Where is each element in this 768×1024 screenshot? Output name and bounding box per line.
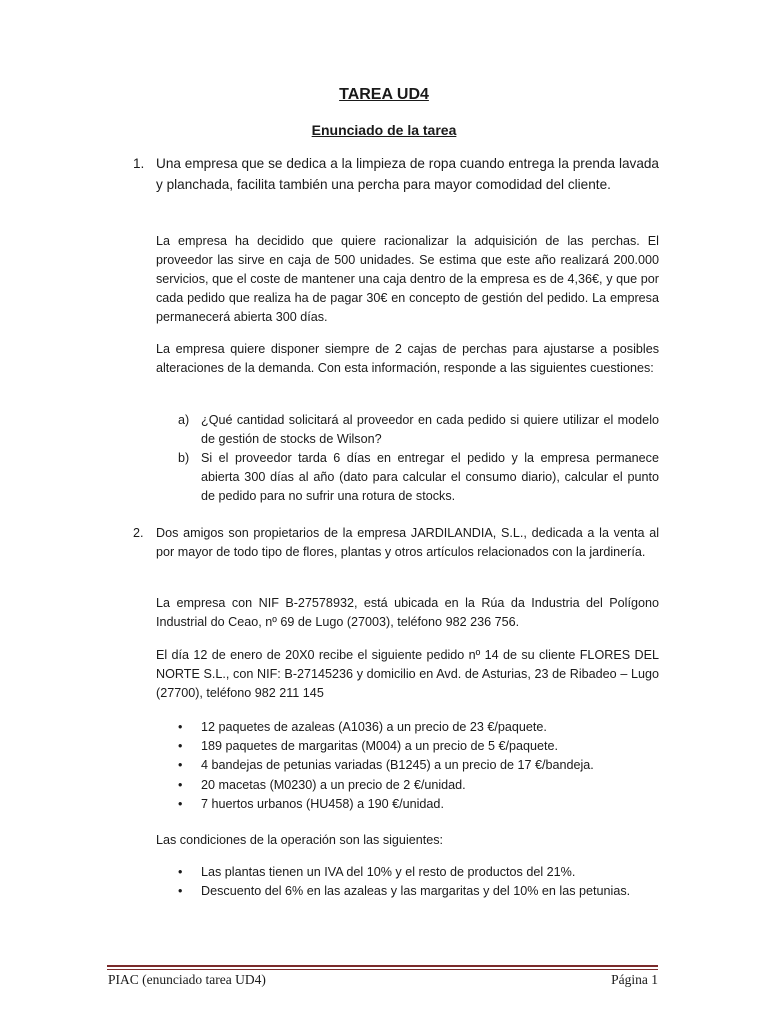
exercise-1-paragraph-1: La empresa ha decidido que quiere racionalizar la adquisición de las perchas. El proveedor las sirve en caja de 500 unidades. Se estima que este año realizará 200.000 servicios, que el coste de mantener una caja dentro de la empresa es de 4,36€, y que por cada pedido que realiza ha de pagar 30€ en concepto de gestión del pedido. La empresa permanecerá abierta 300 días. <box>156 234 659 324</box>
bullet-icon: • <box>178 884 183 899</box>
conditions-list <box>178 863 659 901</box>
order-line-text: 4 bandejas de petunias variadas (B1245) a un precio de 17 €/bandeja. <box>201 758 594 773</box>
question-text: ¿Qué cantidad solicitará al proveedor en cada pedido si quiere utilizar el modelo de gestión de stocks de Wilson? <box>201 413 659 446</box>
list-item <box>178 756 659 775</box>
footer-divider-thin <box>107 969 658 970</box>
conditions-intro: Las condiciones de la operación son las siguientes: <box>156 833 444 847</box>
question-text: Si el proveedor tarda 6 días en entregar el pedido y la empresa permanece abierta 300 días al año (dato para calcular el consumo diario), calcular el punto de pedido para no sufrir una rotura de stocks. <box>201 451 659 503</box>
list-item <box>178 863 659 882</box>
exercise-text: Dos amigos son propietarios de la empresa JARDILANDIA, S.L., dedicada a la venta al por mayor de todo tipo de flores, plantas y otros artículos relacionados con la jardinería. <box>156 526 659 559</box>
list-item <box>178 776 659 795</box>
exercise-text: Una empresa que se dedica a la limpieza de ropa cuando entrega la prenda lavada y planchada, facilita también una percha para mayor comodidad del cliente. <box>156 156 659 192</box>
exercise-1-statement <box>133 153 659 195</box>
condition-text: Descuento del 6% en las azaleas y las margaritas y del 10% en las petunias. <box>201 884 631 899</box>
order-line-text: 20 macetas (M0230) a un precio de 2 €/unidad. <box>201 777 466 792</box>
bullet-icon: • <box>178 777 183 792</box>
question-b <box>178 449 659 506</box>
bullet-icon: • <box>178 739 183 754</box>
order-lines-list <box>178 718 659 814</box>
exercise-2-statement <box>133 524 659 562</box>
condition-text: Las plantas tienen un IVA del 10% y el resto de productos del 21%. <box>201 865 576 879</box>
exercise-2-paragraph-2: El día 12 de enero de 20X0 recibe el siguiente pedido nº 14 de su cliente FLORES DEL NORTE S.L., con NIF: B-27145236 y domicilio en Avd. de Asturias, 23 de Ribadeo – Lugo (27700), teléfono 982 211 145 <box>156 648 659 700</box>
exercise-number: 1. <box>133 156 145 171</box>
order-line-text: 189 paquetes de margaritas (M004) a un precio de 5 €/paquete. <box>201 739 559 754</box>
question-label: b) <box>178 451 190 465</box>
document-subtitle: Enunciado de la tarea <box>311 122 457 138</box>
list-item <box>178 882 659 901</box>
list-item <box>178 795 659 814</box>
bullet-icon: • <box>178 796 183 811</box>
bullet-icon: • <box>178 758 183 773</box>
bullet-icon: • <box>178 720 183 734</box>
footer-document-name: PIAC (enunciado tarea UD4) <box>108 972 266 987</box>
exercise-number: 2. <box>133 526 144 540</box>
exercise-2-paragraph-1: La empresa con NIF B-27578932, está ubicada en la Rúa da Industria del Polígono Industrial do Ceao, nº 69 de Lugo (27003), teléfono 982 236 756. <box>156 596 659 629</box>
footer-divider <box>107 965 658 967</box>
list-item <box>178 718 659 737</box>
question-a <box>178 411 659 449</box>
order-line-text: 12 paquetes de azaleas (A1036) a un precio de 23 €/paquete. <box>201 720 547 734</box>
question-label: a) <box>178 413 190 427</box>
footer-page-number: Página 1 <box>611 972 658 987</box>
list-item <box>178 737 659 756</box>
order-line-text: 7 huertos urbanos (HU458) a 190 €/unidad. <box>201 796 444 811</box>
document-title: TAREA UD4 <box>339 86 429 103</box>
bullet-icon: • <box>178 865 183 879</box>
exercise-1-paragraph-2: La empresa quiere disponer siempre de 2 cajas de perchas para ajustarse a posibles alteraciones de la demanda. Con esta información, responde a las siguientes cuestiones: <box>156 342 659 375</box>
